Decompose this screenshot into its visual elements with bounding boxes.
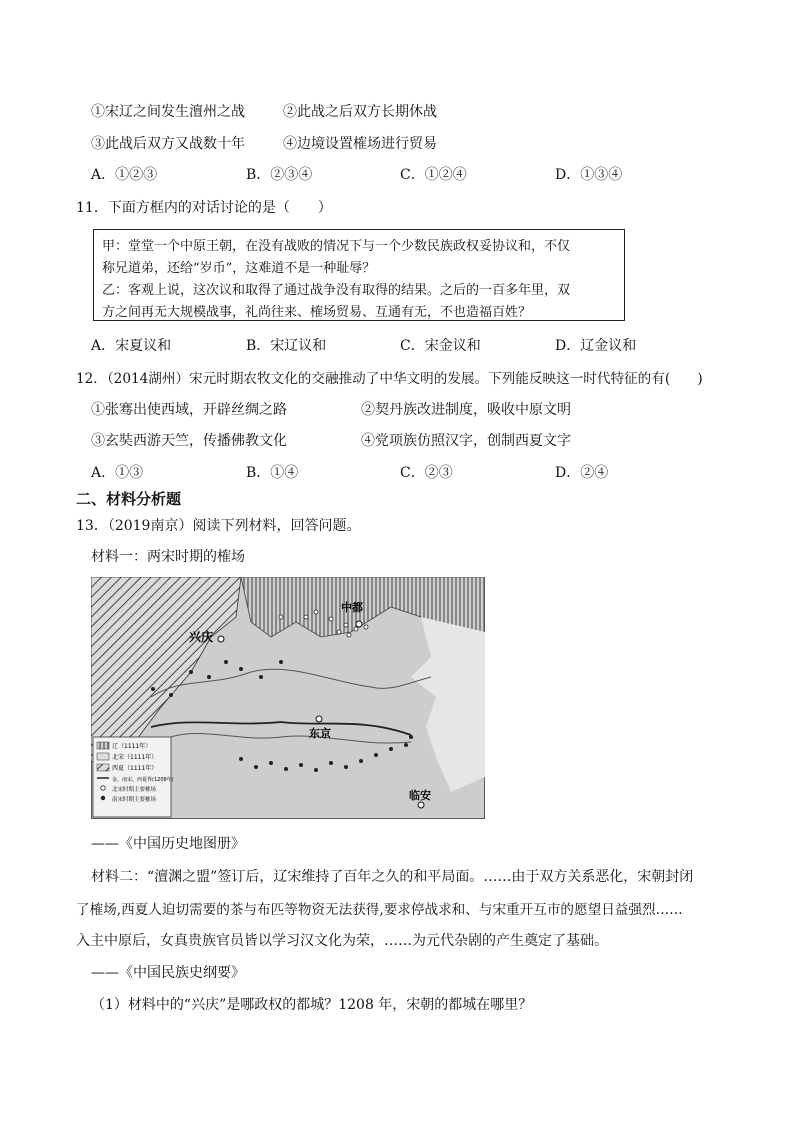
option-b: B．①④ (246, 465, 299, 481)
statement-3: ③此战后双方又战数十年 (91, 136, 245, 152)
material-2-line-3: 入主中原后，女真贵族官员皆以学习汉文化为荣，……为元代杂剧的产生奠定了基础。 (76, 933, 608, 949)
dialogue-line-2: 称兄道弟，还给“岁币”，这难道不是一种耻辱？ (102, 261, 376, 276)
option-a: A．①③ (91, 465, 144, 481)
map-label-zhongdu: 中都 (341, 601, 363, 614)
material-1-title: 材料一：两宋时期的榷场 (91, 549, 245, 565)
dialogue-line-3: 乙：客观上说，这次议和取得了通过战争没有取得的结果。之后的一百多年里，双 (102, 283, 571, 298)
option-b: B．②③④ (246, 167, 313, 183)
option-a: A．宋夏议和 (91, 338, 172, 354)
option-c: C．②③ (400, 465, 453, 481)
material-2-line-2: 了榷场,西夏人迫切需要的茶与布匹等物资无法获得,要求停战求和、与宋重开互市的愿望日益强烈…… (76, 902, 683, 918)
legend-liao: 辽（1111年） (112, 743, 152, 750)
statement-1: ①宋辽之间发生澶州之战 (91, 104, 245, 120)
legend-xixia: 西夏（1111年） (112, 765, 158, 772)
legend-northern-song: 北宋（1111年） (112, 754, 158, 761)
section-heading: 二、材料分析题 (76, 490, 182, 508)
statement-4: ④边境设置榷场进行贸易 (283, 136, 437, 152)
legend-ns-markets: 北宋时期主要榷场 (112, 787, 157, 793)
question-11-stem: 11．下面方框内的对话讨论的是（ ） (76, 200, 332, 216)
source-1: ——《中国历史地图册》 (91, 836, 245, 852)
legend-ss-markets: 南宋时期主要榷场 (112, 797, 157, 803)
material-2-line-1: 材料二：“澶渊之盟”签订后，辽宋维持了百年之久的和平局面。……由于双方关系恶化，宋朝封闭 (91, 869, 694, 885)
dialogue-line-1: 甲：堂堂一个中原王朝，在没有战败的情况下与一个少数民族政权妥协议和，不仅 (102, 239, 571, 254)
statement-4: ④党项族仿照汉字，创制西夏文字 (361, 433, 571, 449)
dialogue-box (93, 229, 625, 321)
dialogue-line-4: 方之间再无大规模战事，礼尚往来、榷场贸易、互通有无，不也造福百姓？ (102, 305, 532, 320)
option-c: C．宋金议和 (400, 338, 481, 354)
map-label-dongjing: 东京 (309, 727, 331, 740)
option-d: D．②④ (555, 465, 609, 481)
statement-3: ③玄奘西游天竺，传播佛教文化 (91, 433, 287, 449)
question-12-stem: 12．（2014湖州）宋元时期农牧文化的交融推动了中华文明的发展。下列能反映这一时代特征的有( ) (76, 371, 703, 387)
option-c: C．①②④ (400, 167, 467, 183)
source-2: ——《中国民族史纲要》 (91, 965, 245, 981)
option-d: D．①③④ (555, 167, 623, 183)
option-d: D．辽金议和 (555, 338, 637, 354)
option-b: B．宋辽议和 (246, 338, 327, 354)
question-13-stem: 13．（2019南京）阅读下列材料，回答问题。 (76, 518, 361, 534)
statement-2: ②此战之后双方长期休战 (283, 104, 437, 120)
sub-question-1: （1）材料中的“兴庆”是哪政权的都城？1208 年，宋朝的都城在哪里？ (91, 997, 533, 1013)
map-label-linan: 临安 (409, 789, 431, 802)
historical-map (91, 577, 485, 819)
statement-1: ①张骞出使西域，开辟丝绸之路 (91, 402, 287, 418)
statement-2: ②契丹族改进制度，吸收中原文明 (361, 402, 571, 418)
map-label-xingqing: 兴庆 (189, 630, 214, 644)
option-a: A．①②③ (91, 167, 158, 183)
legend-border-1208: 金、南宋、西夏界(1208年) (112, 777, 174, 783)
